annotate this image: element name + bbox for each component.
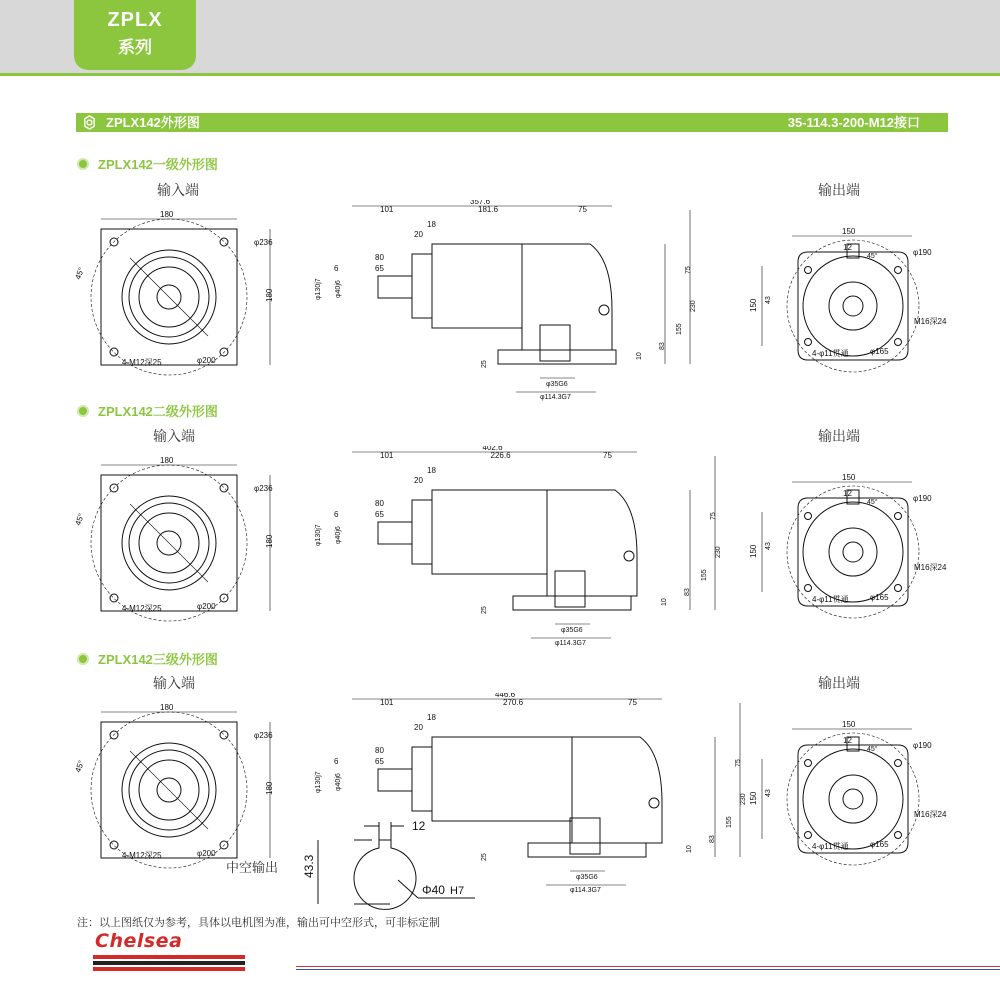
input-spigot [412, 254, 432, 318]
side-spigot-label: φ130j7 [315, 771, 322, 793]
output-v43-label: 43 [765, 542, 772, 550]
center-line [130, 751, 208, 829]
output-mount-hole [895, 339, 902, 346]
input-pcd-label: φ236 [254, 731, 273, 740]
drawing-svg [0, 446, 1000, 651]
side-h10-label: 10 [636, 352, 643, 360]
output-width-label: 150 [842, 720, 856, 729]
drawing-row-1 [0, 200, 1000, 405]
side-d65-label: 65 [375, 264, 384, 273]
output-thread-label: M16深24 [914, 810, 947, 819]
input-spigot [412, 747, 432, 811]
side-d80-label: 80 [375, 253, 384, 262]
side-view [315, 200, 697, 401]
input-end-label-3: 输入端 [153, 676, 195, 692]
title-bar [76, 113, 948, 132]
output-thread-label: M16深24 [914, 563, 947, 572]
input-spigot [412, 500, 432, 564]
footer-rule [296, 966, 1000, 970]
logo-stripes [93, 955, 245, 973]
output-pcd-label: φ190 [913, 494, 932, 503]
output-end-label-2: 输出端 [818, 429, 860, 445]
series-name: ZPLX [107, 9, 163, 31]
mount-hole [220, 238, 228, 246]
input-holes-label: 4-M12深25 [122, 604, 162, 613]
output-mount-hole [895, 760, 902, 767]
bullet-icon [77, 405, 89, 417]
input-pcd-label: φ236 [254, 484, 273, 493]
hollow-key-width: 12 [412, 819, 426, 833]
input-angle-label: 45° [73, 266, 87, 281]
output-angle-label: 45° [867, 253, 878, 260]
side-c-label: 75 [628, 698, 637, 707]
output-flange [498, 350, 616, 364]
output-mount-hole [805, 267, 812, 274]
output-width-label: 150 [842, 473, 856, 482]
vent-hole [599, 305, 609, 315]
side-h10-label: 10 [661, 598, 668, 606]
output-mount-hole [805, 760, 812, 767]
side-h155-label: 155 [676, 323, 683, 335]
output-v43-label: 43 [765, 296, 772, 304]
output-flange-view [749, 720, 947, 865]
mount-hole [220, 484, 228, 492]
side-h75-label: 75 [710, 512, 717, 520]
output-holes-label: 4-φ11贯通 [812, 595, 849, 604]
side-h230-label: 230 [690, 300, 697, 312]
input-shaft [378, 522, 412, 544]
side-d6-label: 6 [334, 757, 339, 766]
side-a-label: 101 [380, 698, 394, 707]
side-view [315, 446, 722, 647]
section-heading-1: ZPLX142一级外形图 [77, 154, 218, 173]
hollow-output-label: 中空输出 [226, 861, 279, 876]
drawing-svg [0, 693, 1000, 898]
vent-hole [649, 798, 659, 808]
side-h83-label: 83 [684, 588, 691, 596]
side-h25-label: 25 [481, 853, 488, 861]
side-b-label: 181.6 [478, 205, 499, 214]
drawing-row-3 [0, 693, 1000, 898]
output-d165-label: φ165 [870, 593, 889, 602]
input-height-label: 180 [265, 288, 274, 302]
footnote: 注：以上图纸仅为参考，具体以电机图为准，输出可中空形式，可非标定制 [77, 917, 440, 929]
output-v43-label: 43 [765, 789, 772, 797]
side-h83-label: 83 [709, 835, 716, 843]
output-bore-ring [843, 542, 863, 562]
input-pcd-label: φ236 [254, 238, 273, 247]
output-key-label: 12 [843, 489, 852, 498]
output-mount-hole [895, 585, 902, 592]
side-bore-label: φ35G6 [561, 627, 583, 634]
output-key-label: 12 [843, 736, 852, 745]
output-outer-ring [803, 749, 903, 849]
side-h25-label: 25 [481, 606, 488, 614]
output-outer-ring [803, 502, 903, 602]
output-mount-hole [805, 832, 812, 839]
side-h75-label: 75 [685, 266, 692, 274]
input-spigot-label: φ200 [197, 602, 216, 611]
right-angle-head [522, 244, 612, 350]
output-pcd-circle [787, 240, 919, 372]
output-mid-ring [829, 282, 877, 330]
brand-logo: Chelsea [95, 930, 183, 952]
side-d20-label: 20 [414, 230, 423, 239]
bullet-icon [77, 653, 89, 665]
output-angle-label: 45° [867, 499, 878, 506]
output-mount-hole [805, 339, 812, 346]
hollow-height: 43.3 [302, 854, 316, 878]
side-shaft-label: φ40j6 [335, 773, 342, 791]
side-a-label: 101 [380, 451, 394, 460]
logo-stripe [93, 955, 245, 959]
gear-icon [82, 115, 97, 130]
side-h230-label: 230 [740, 793, 747, 805]
right-angle-head [547, 490, 637, 596]
output-pcd-circle [787, 486, 919, 618]
output-pcd-circle [787, 733, 919, 865]
input-spigot-label: φ200 [197, 356, 216, 365]
page-title: ZPLX142外形图 [106, 115, 200, 130]
side-d80-label: 80 [375, 746, 384, 755]
side-d80-label: 80 [375, 499, 384, 508]
logo-stripe [93, 967, 245, 971]
output-outer-ring [803, 256, 903, 356]
side-spigot-label: φ130j7 [315, 524, 322, 546]
output-pcd-label: φ190 [913, 248, 932, 257]
output-flange [528, 843, 646, 857]
output-mount-hole [805, 513, 812, 520]
side-shaft-label: φ40j6 [335, 526, 342, 544]
output-bore [555, 571, 585, 607]
input-end-label-2: 输入端 [153, 429, 195, 445]
side-h10-label: 10 [686, 845, 693, 853]
series-tab [74, 0, 196, 70]
output-pcd-label: φ190 [913, 741, 932, 750]
input-shaft [378, 276, 412, 298]
output-height-label: 150 [749, 544, 758, 558]
input-end-label-1: 输入端 [157, 183, 199, 199]
output-d165-label: φ165 [870, 840, 889, 849]
side-bore-label: φ35G6 [576, 874, 598, 881]
output-square [798, 498, 908, 606]
output-bore-ring [843, 296, 863, 316]
input-angle-label: 45° [73, 512, 87, 527]
side-total-label: 402.6 [482, 446, 503, 452]
output-height-label: 150 [749, 298, 758, 312]
input-width-label: 180 [160, 456, 174, 465]
side-d18-label: 18 [427, 220, 436, 229]
input-flange-view [73, 456, 274, 621]
input-flange-view [73, 210, 274, 375]
center-line [130, 504, 208, 582]
mount-hole [110, 594, 118, 602]
series-suffix: 系列 [118, 38, 152, 57]
output-flange-view [749, 227, 947, 372]
input-flange-view [73, 703, 274, 868]
input-height-label: 180 [265, 534, 274, 548]
output-mount-hole [895, 513, 902, 520]
mount-hole [110, 841, 118, 849]
right-angle-head [572, 737, 662, 843]
section-heading-2: ZPLX142二级外形图 [77, 401, 218, 420]
output-width-label: 150 [842, 227, 856, 236]
side-c-label: 75 [578, 205, 587, 214]
output-square [798, 745, 908, 853]
output-height-label: 150 [749, 791, 758, 805]
hollow-bore: Φ40 [422, 883, 445, 897]
side-h155-label: 155 [726, 816, 733, 828]
side-b-label: 226.6 [490, 451, 511, 460]
side-base-label: φ114.3G7 [555, 640, 586, 647]
input-shaft [378, 769, 412, 791]
drawing-row-2 [0, 446, 1000, 651]
side-b-label: 270.6 [503, 698, 524, 707]
output-mount-hole [895, 832, 902, 839]
gear-housing [432, 490, 547, 574]
output-d165-label: φ165 [870, 347, 889, 356]
gear-housing [432, 244, 522, 328]
mount-hole [220, 731, 228, 739]
output-square [798, 252, 908, 360]
output-flange-view [749, 473, 947, 618]
section-heading-3: ZPLX142三级外形图 [77, 649, 218, 668]
side-c-label: 75 [603, 451, 612, 460]
mount-hole [110, 348, 118, 356]
output-key-label: 12 [843, 243, 852, 252]
output-mid-ring [829, 528, 877, 576]
bullet-icon [77, 158, 89, 170]
output-bore-ring [843, 789, 863, 809]
side-total-label: 446.6 [495, 693, 516, 699]
side-bore-label: φ35G6 [546, 381, 568, 388]
interface-spec: 35-114.3-200-M12接口 [787, 115, 920, 130]
output-angle-label: 45° [867, 746, 878, 753]
side-d18-label: 18 [427, 466, 436, 475]
side-d6-label: 6 [334, 264, 339, 273]
side-shaft-label: φ40j6 [335, 280, 342, 298]
output-bore [570, 818, 600, 854]
output-holes-label: 4-φ11贯通 [812, 842, 849, 851]
output-mount-hole [895, 267, 902, 274]
side-d65-label: 65 [375, 757, 384, 766]
output-mid-ring [829, 775, 877, 823]
side-d65-label: 65 [375, 510, 384, 519]
input-angle-label: 45° [73, 759, 87, 774]
side-d6-label: 6 [334, 510, 339, 519]
side-d20-label: 20 [414, 476, 423, 485]
input-width-label: 180 [160, 703, 174, 712]
output-mount-hole [805, 585, 812, 592]
side-h83-label: 83 [659, 342, 666, 350]
output-end-label-3: 输出端 [818, 676, 860, 692]
input-width-label: 180 [160, 210, 174, 219]
drawing-svg [0, 200, 1000, 405]
output-bore [540, 325, 570, 361]
hollow-output-detail [300, 808, 480, 913]
vent-hole [624, 551, 634, 561]
side-base-label: φ114.3G7 [570, 887, 601, 894]
side-base-label: φ114.3G7 [540, 394, 571, 401]
side-h155-label: 155 [701, 569, 708, 581]
side-h25-label: 25 [481, 360, 488, 368]
output-flange [513, 596, 631, 610]
side-spigot-label: φ130j7 [315, 278, 322, 300]
side-total-label: 357.6 [470, 200, 491, 206]
side-h230-label: 230 [715, 546, 722, 558]
side-d18-label: 18 [427, 713, 436, 722]
input-spigot-label: φ200 [197, 849, 216, 858]
input-holes-label: 4-M12深25 [122, 358, 162, 367]
input-holes-label: 4-M12深25 [122, 851, 162, 860]
side-a-label: 101 [380, 205, 394, 214]
side-h75-label: 75 [735, 759, 742, 767]
output-thread-label: M16深24 [914, 317, 947, 326]
output-end-label-1: 输出端 [818, 183, 860, 199]
side-d20-label: 20 [414, 723, 423, 732]
logo-stripe [93, 961, 245, 965]
output-holes-label: 4-φ11贯通 [812, 349, 849, 358]
input-height-label: 180 [265, 781, 274, 795]
hollow-fit: H7 [450, 885, 465, 897]
center-line [130, 258, 208, 336]
